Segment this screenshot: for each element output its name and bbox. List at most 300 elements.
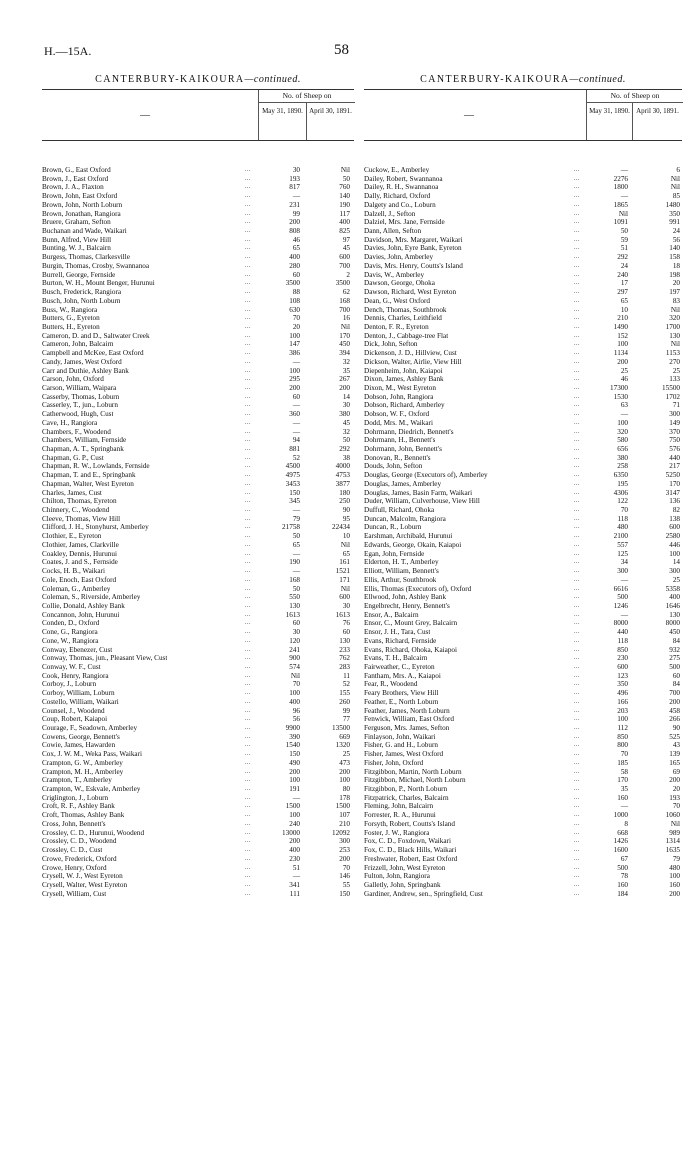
leader-dots: ... [574,280,580,287]
sheep-april-1891: 190 [339,200,350,209]
holder-name: Dalzell, J., Sefton [364,209,416,218]
sheep-may-1890: 550 [289,593,300,602]
leader-dots: ... [245,541,251,548]
holder-name: Davis, W., Amberley [364,270,425,279]
table-row [364,523,682,532]
table-row [364,689,682,698]
sheep-april-1891: 14 [672,558,680,567]
leader-dots: ... [574,533,580,540]
sheep-may-1890: 70 [292,314,300,323]
sheep-may-1890: 400 [289,846,300,855]
sheep-may-1890: 1613 [285,610,300,619]
sheep-may-1890: — [620,575,628,584]
holder-name: Dixon, M., West Eyreton [364,383,436,392]
leader-dots: ... [574,873,580,880]
sheep-may-1890: 1490 [613,322,628,331]
table-row [42,375,354,384]
sheep-may-1890: 118 [617,514,628,523]
leader-dots: ... [245,236,251,243]
holder-name: Denton, J., Cabbage-tree Flat [364,331,449,340]
leader-dots: ... [245,289,251,296]
sheep-may-1890: 2276 [613,174,628,183]
holder-name: Foster, J. W., Rangiora [364,828,430,837]
leader-dots: ... [574,541,580,548]
holder-name: Burgin, Thomas, Crosby, Swannanoa [42,261,150,270]
sheep-april-1891: Nil [340,166,350,174]
holder-name: Dailey, R. H., Swannanoa [364,183,439,192]
leader-dots: ... [574,559,580,566]
table-row [42,271,354,280]
sheep-april-1891: 1153 [665,349,680,358]
sheep-april-1891: 300 [669,567,680,576]
leader-dots: ... [574,777,580,784]
holder-name: Brown, John, East Oxford [42,192,118,201]
leader-dots: ... [245,358,251,365]
holder-name: Chapman, R. W., Lowlands, Fernside [42,462,150,471]
sheep-april-1891: 991 [669,218,680,227]
holder-name: Croft, R. F., Ashley Bank [42,802,115,811]
sheep-may-1890: 60 [292,392,300,401]
sheep-may-1890: 120 [289,636,300,645]
table-row [364,253,682,262]
holder-name: Chapman, T. and E., Springbank [42,471,136,480]
table-row [42,401,354,410]
sheep-april-1891: 473 [339,758,350,767]
leader-dots: ... [574,245,580,252]
sheep-may-1890: 350 [617,680,628,689]
sheep-may-1890: 100 [289,776,300,785]
sheep-april-1891: 10 [342,532,350,541]
sheep-may-1890: 1800 [613,183,628,192]
table-row [42,384,354,393]
sheep-april-1891: 133 [669,375,680,384]
sheep-april-1891: 140 [339,192,350,201]
sheep-april-1891: 200 [339,767,350,776]
holder-name: Ensor, J. H., Tara, Cust [364,628,431,637]
table-row [42,855,354,864]
table-row [364,750,682,759]
holder-name: Forsyth, Robert, Coutts's Island [364,819,455,828]
table-row [42,445,354,454]
leader-dots: ... [245,350,251,357]
sheep-april-1891: Nil [340,584,350,593]
holder-name: Butters, H., Eyreton [42,322,100,331]
table-row [364,271,682,280]
sheep-may-1890: 295 [289,375,300,384]
sheep-april-1891: 1060 [665,811,680,820]
sheep-april-1891: 65 [342,549,350,558]
sheep-may-1890: 4975 [285,471,300,480]
holder-name: Cave, H., Rangiora [42,418,98,427]
sheep-april-1891: 79 [672,854,680,863]
holder-name: Cox, J. W. M., Weka Pass, Waikari [42,750,142,759]
sheep-april-1891: 83 [672,296,680,305]
sheep-april-1891: Nil [670,305,680,314]
leader-dots: ... [245,550,251,557]
leader-dots: ... [574,655,580,662]
sheep-may-1890: 50 [292,532,300,541]
table-row [42,419,354,428]
leader-dots: ... [574,384,580,391]
sheep-april-1891: 400 [339,218,350,227]
leader-dots: ... [245,786,251,793]
holder-name: Cocks, H. B., Waikari [42,567,105,576]
leader-dots: ... [574,690,580,697]
sheep-april-1891: 16 [342,314,350,323]
sheep-april-1891: 130 [669,331,680,340]
holder-name: Earshman, Archibald, Hurunui [364,532,453,541]
leader-dots: ... [245,533,251,540]
table-row [364,619,682,628]
leader-dots: ... [574,855,580,862]
table-row [42,515,354,524]
leader-dots: ... [245,646,251,653]
sheep-april-1891: 700 [669,689,680,698]
holder-name: Conway, Ebenezer, Cust [42,645,113,654]
sheep-may-1890: 258 [617,462,628,471]
sheep-may-1890: Nil [618,209,628,218]
sheep-may-1890: 17 [620,279,628,288]
sheep-april-1891: 270 [669,357,680,366]
leader-dots: ... [574,480,580,487]
sheep-may-1890: 900 [289,654,300,663]
table-row [42,497,354,506]
sheep-april-1891: 5250 [665,471,680,480]
table-row [364,837,682,846]
table-row [42,585,354,594]
sheep-may-1890: 400 [289,253,300,262]
table-row [364,585,682,594]
leader-dots: ... [574,838,580,845]
leader-dots: ... [245,480,251,487]
sheep-april-1891: 161 [339,558,350,567]
table-row [42,846,354,855]
holder-name: Ensor, A., Balcairn [364,610,419,619]
leader-dots: ... [574,332,580,339]
sheep-may-1890: 8000 [613,619,628,628]
table-row [42,881,354,890]
table-row [364,820,682,829]
table-row [364,707,682,716]
table-row [364,611,682,620]
sheep-may-1890: 59 [620,235,628,244]
sheep-april-1891: 6 [676,166,680,174]
holder-name: Diepenheim, John, Kaiapoi [364,366,443,375]
table-row [42,837,354,846]
sheep-may-1890: 30 [292,628,300,637]
sheep-may-1890: 96 [292,706,300,715]
leader-dots: ... [574,629,580,636]
table-row [42,506,354,515]
holder-name: Ellis, Thomas (Executors of), Oxford [364,584,472,593]
sheep-may-1890: — [620,192,628,201]
holder-name: Criglington, J., Loburn [42,793,109,802]
sheep-may-1890: 386 [289,349,300,358]
right-table-body [364,166,682,898]
leader-dots: ... [574,271,580,278]
table-row [364,872,682,881]
sheep-april-1891: 197 [669,288,680,297]
sheep-may-1890: 600 [617,662,628,671]
table-row [364,785,682,794]
sheep-may-1890: — [620,610,628,619]
table-row [42,410,354,419]
sheep-april-1891: 178 [339,793,350,802]
sheep-may-1890: 100 [617,340,628,349]
holder-name: Duffull, Richard, Ohoka [364,506,435,515]
sheep-april-1891: 117 [339,209,350,218]
sheep-may-1890: 500 [617,593,628,602]
sheep-may-1890: 100 [617,418,628,427]
holder-name: Dixon, James, Ashley Bank [364,375,444,384]
holder-name: Burrell, George, Fernside [42,270,116,279]
leader-dots: ... [245,323,251,330]
table-row [364,201,682,210]
table-row [42,532,354,541]
sheep-may-1890: 240 [617,270,628,279]
sheep-april-1891: 1314 [665,837,680,846]
sheep-april-1891: 2580 [665,532,680,541]
sheep-may-1890: 230 [289,854,300,863]
leader-dots: ... [245,777,251,784]
table-row [364,166,682,175]
sheep-april-1891: 50 [342,436,350,445]
holder-name: Donovan, R., Bennett's [364,453,431,462]
sheep-may-1890: 100 [289,811,300,820]
holder-name: Fitzgibbon, Martin, North Loburn [364,767,462,776]
holder-name: Buchanan and Wade, Waikari [42,227,127,236]
leader-dots: ... [574,725,580,731]
holder-name: Cook, Henry, Rangiora [42,671,109,680]
sheep-may-1890: 17300 [610,383,628,392]
sheep-april-1891: 450 [669,628,680,637]
table-row [42,593,354,602]
holder-name: Courage, F., Seadown, Amberley [42,724,138,732]
leader-dots: ... [574,602,580,609]
sheep-may-1890: 100 [289,366,300,375]
table-row [364,401,682,410]
holder-name: Dobson, W. F., Oxford [364,410,430,419]
sheep-may-1890: 123 [617,671,628,680]
sheep-april-1891: 32 [342,427,350,436]
leader-dots: ... [574,568,580,575]
sheep-april-1891: 275 [669,654,680,663]
holder-name: Collie, Donald, Ashley Bank [42,601,125,610]
table-row [42,367,354,376]
table-row [42,680,354,689]
table-row [42,279,354,288]
sheep-may-1890: 8 [624,819,628,828]
holder-name: Duncan, R., Loburn [364,523,422,532]
table-row [42,820,354,829]
holder-name: Dailey, Robert, Swannanoa [364,174,443,183]
sheep-may-1890: 203 [617,706,628,715]
sheep-may-1890: 345 [289,497,300,506]
sheep-may-1890: 630 [289,305,300,314]
holder-name: Elliott, William, Bennett's [364,567,439,576]
sheep-may-1890: 193 [289,174,300,183]
holder-name: Crampton, T., Amberley [42,776,112,785]
sheep-may-1890: 65 [620,296,628,305]
sheep-may-1890: 100 [289,689,300,698]
sheep-april-1891: 38 [342,453,350,462]
sheep-may-1890: 13000 [282,828,300,837]
holder-name: Chapman, A. T., Springbank [42,445,124,453]
table-row [42,715,354,724]
table-row [364,436,682,445]
leader-dots: ... [245,716,251,723]
holder-name: Crossley, C. D., Hurunui, Woodend [42,828,145,837]
table-row [364,846,682,855]
leader-dots: ... [574,350,580,357]
sheep-april-1891: 253 [339,846,350,855]
sheep-april-1891: 77 [342,715,350,724]
leader-dots: ... [245,655,251,662]
table-row [42,768,354,777]
table-row [42,872,354,881]
holder-name: Coleman, S., Riverside, Amberley [42,593,141,602]
leader-dots: ... [574,820,580,827]
sheep-may-1890: 35 [620,785,628,794]
holder-name: Burgess, Thomas, Clarkesville [42,253,130,262]
leader-dots: ... [574,620,580,627]
sheep-may-1890: 50 [620,227,628,236]
sheep-may-1890: 52 [292,453,300,462]
holder-name: Casserley, T., jun., Loburn [42,401,118,410]
sheep-april-1891: 13500 [332,724,350,732]
holder-name: Conden, D., Oxford [42,619,100,628]
leader-dots: ... [245,820,251,827]
sheep-april-1891: 136 [669,497,680,506]
sheep-may-1890: 230 [617,654,628,663]
sheep-april-1891: 80 [342,785,350,794]
holder-name: Fear, R., Woodend [364,680,418,689]
page-reference: H.—15A. [44,44,92,58]
sheep-may-1890: 185 [617,758,628,767]
sheep-april-1891: 500 [669,662,680,671]
table-row [364,288,682,297]
holder-name: Brown, J., East Oxford [42,174,109,183]
sheep-may-1890: 125 [617,549,628,558]
sheep-april-1891: 99 [342,706,350,715]
table-row [364,715,682,724]
sheep-may-1890: 70 [292,680,300,689]
sheep-may-1890: 320 [617,427,628,436]
leader-dots: ... [245,847,251,854]
sheep-may-1890: 111 [289,889,300,898]
table-row [364,480,682,489]
sheep-april-1891: 22434 [332,523,350,532]
sheep-may-1890: 400 [289,697,300,706]
table-row [364,227,682,236]
leader-dots: ... [245,419,251,426]
holder-name: Fairweather, C., Eyreton [364,662,435,671]
leader-dots: ... [574,289,580,296]
sheep-april-1891: 3147 [665,488,680,497]
sheep-april-1891: 100 [669,549,680,558]
table-row [42,811,354,820]
right-column-title: CANTERBURY-KAIKOURA—continued. [420,74,626,85]
sheep-may-1890: 63 [620,401,628,410]
sheep-april-1891: 69 [672,767,680,776]
table-row [364,183,682,192]
sheep-may-1890: 60 [292,270,300,279]
sheep-may-1890: 390 [289,732,300,741]
table-row [364,654,682,663]
holder-name: Cowie, James, Hawarden [42,741,116,750]
sheep-may-1890: 3453 [285,479,300,488]
sheep-april-1891: 440 [669,453,680,462]
sheep-april-1891: 300 [669,410,680,419]
leader-dots: ... [245,262,251,269]
leader-dots: ... [574,323,580,330]
holder-name: Evans, Richard, Ohoka, Kaiapoi [364,645,458,654]
leader-dots: ... [245,245,251,252]
sheep-may-1890: 51 [620,244,628,253]
sheep-april-1891: 394 [339,349,350,358]
leader-dots: ... [245,794,251,801]
sheep-may-1890: 656 [617,445,628,453]
holder-name: Dawson, George, Ohoka [364,279,435,288]
sheep-april-1891: 30 [342,401,350,410]
leader-dots: ... [245,611,251,618]
sheep-april-1891: 25 [672,575,680,584]
holder-name: Clifford, J. H., Stonyhurst, Amberley [42,523,149,532]
sheep-april-1891: 150 [339,889,350,898]
holder-name: Ellwood, John, Ashley Bank [364,593,447,602]
leader-dots: ... [245,629,251,636]
leader-dots: ... [574,393,580,400]
holder-name: Chilton, Thomas, Eyreton [42,497,117,506]
leader-dots: ... [574,201,580,208]
sheep-may-1890: 1426 [613,837,628,846]
holder-name: Duder, William, Culverhouse, View Hill [364,497,480,506]
sheep-april-1891: 130 [339,636,350,645]
sheep-may-1890: 480 [617,523,628,532]
sheep-may-1890: 1091 [613,218,628,227]
table-row [42,192,354,201]
holder-name: Dobson, John, Rangiora [364,392,434,401]
holder-name: Ellis, Arthur, Southbrook [364,575,437,584]
table-row [42,175,354,184]
leader-dots: ... [245,376,251,383]
sheep-april-1891: 11 [343,671,350,680]
holder-name: Cole, Enoch, East Oxford [42,575,117,584]
sheep-april-1891: 1320 [335,741,350,750]
leader-dots: ... [245,637,251,644]
holder-name: Coup, Robert, Kaiapoi [42,715,108,724]
sheep-may-1890: 21758 [282,523,300,532]
table-row [42,253,354,262]
table-row [42,297,354,306]
table-row [42,829,354,838]
table-row [364,244,682,253]
sheep-april-1891: 85 [672,192,680,201]
table-row [42,707,354,716]
leader-dots: ... [574,812,580,819]
leader-dots: ... [245,681,251,688]
sheep-april-1891: 200 [339,854,350,863]
sheep-may-1890: — [292,567,300,576]
holder-name: Chambers, William, Fernside [42,436,127,445]
sheep-count-group-header: No. of Sheep on [586,90,683,103]
table-row [364,367,682,376]
holder-name: Clothier, James, Clarkville [42,540,119,549]
sheep-may-1890: 122 [617,497,628,506]
leader-dots: ... [245,402,251,409]
table-row [364,602,682,611]
holder-name: Brown, Jonathan, Rangiora [42,209,121,218]
